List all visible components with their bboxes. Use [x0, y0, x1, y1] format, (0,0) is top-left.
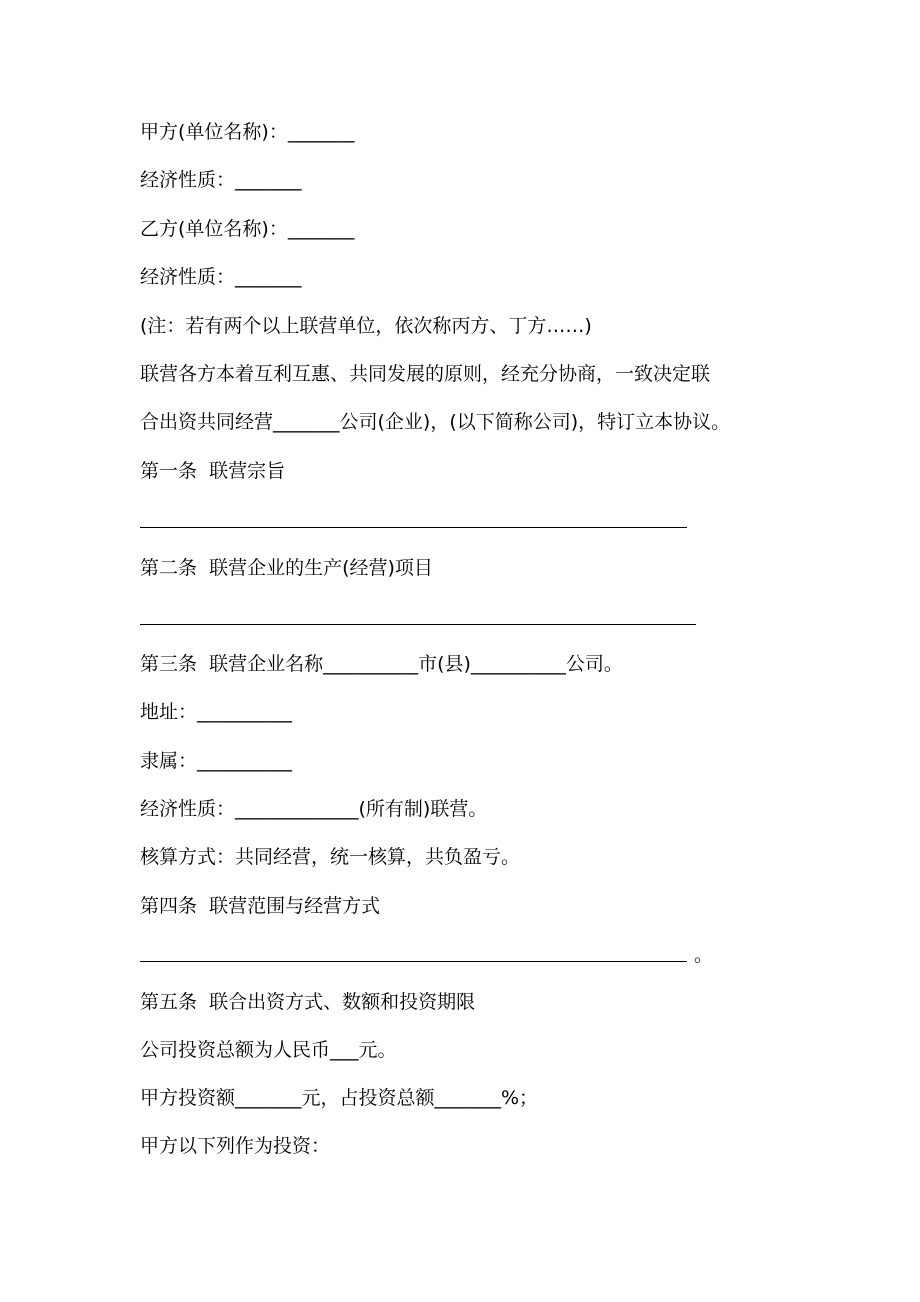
note-multiple-parties: (注：若有两个以上联营单位，依次称丙方、丁方……)	[140, 315, 592, 337]
preamble-line-1: 联营各方本着互利互惠、共同发展的原则，经充分协商，一致决定联	[140, 363, 711, 385]
preamble-line-2: 合出资共同经营_______公司(企业)，(以下简称公司)，特订立本协议。	[140, 411, 731, 433]
article-1-heading: 第一条 联营宗旨	[140, 460, 286, 482]
article-4-blank-rule	[140, 961, 687, 962]
party-a-investment: 甲方投资额_______元，占投资总额_______%；	[140, 1087, 539, 1109]
article-5-heading: 第五条 联合出资方式、数额和投资期限	[140, 991, 476, 1013]
party-a-name: 甲方(单位名称)：_______	[140, 121, 355, 143]
party-b-name: 乙方(单位名称)：_______	[140, 218, 355, 240]
party-a-investment-items: 甲方以下列作为投资：	[140, 1135, 331, 1157]
address-field: 地址：__________	[140, 701, 293, 723]
venture-economic-nature: 经济性质：_____________(所有制)联营。	[140, 798, 488, 820]
party-b-economic-nature: 经济性质：_______	[140, 266, 302, 288]
accounting-method: 核算方式：共同经营，统一核算，共负盈亏。	[140, 846, 521, 868]
article-2-heading: 第二条 联营企业的生产(经营)项目	[140, 557, 433, 579]
article-4-rule-period: 。	[694, 944, 714, 966]
party-a-economic-nature: 经济性质：_______	[140, 169, 302, 191]
article-1-blank-rule	[140, 527, 687, 528]
article-4-heading: 第四条 联营范围与经营方式	[140, 895, 381, 917]
affiliation-field: 隶属：__________	[140, 750, 293, 772]
total-investment: 公司投资总额为人民币___元。	[140, 1039, 397, 1061]
article-3-heading: 第三条 联营企业名称__________市(县)__________公司。	[140, 653, 623, 675]
article-2-blank-rule	[140, 624, 696, 625]
